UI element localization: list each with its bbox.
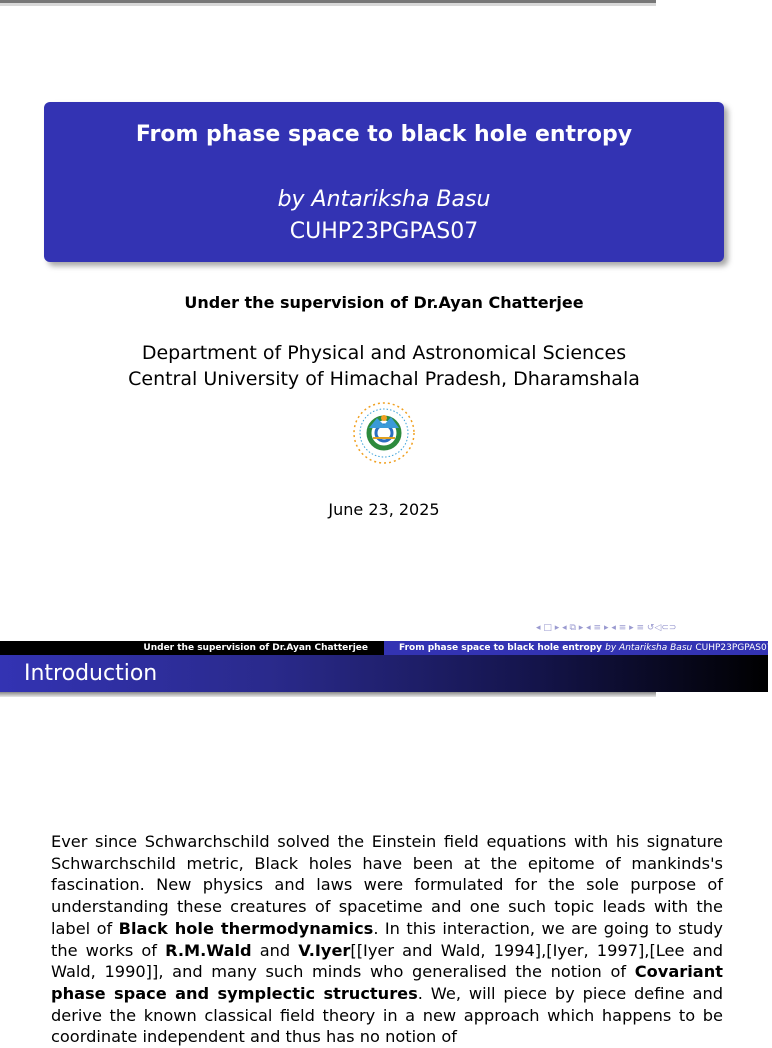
footer-right	[384, 641, 772, 655]
intro-text-2: . In this interaction, we are going to study the works of	[51, 918, 724, 960]
presentation-date: June 23, 2025	[328, 500, 440, 519]
intro-bold-1: Black hole thermodynamics	[118, 918, 374, 938]
intro-text-4: [[Iyer and Wald, 1994],[Iyer, 1997],[Lee and Wald, 1990]], and many such minds who generalised the notion of	[51, 940, 723, 982]
frame-title: Introduction	[24, 661, 158, 686]
university-name: Central University of Himachal Pradesh, Dharamshala	[128, 368, 640, 390]
intro-text-1: Ever since Schwarchschild solved the Einstein field equations with his signature Schwarchschild metric, Black holes have been at the epitome of mankinds's fascination. New physics and laws were formulated for the sole purpose of understanding these creatures of spacetime and one such topic leads with the label of	[51, 832, 723, 938]
intro-text-3: and	[251, 940, 299, 960]
footer-author: by Antariksha Basu	[605, 643, 693, 653]
presentation-title: From phase space to black hole entropy	[135, 122, 633, 147]
top-rule-shadow	[0, 3, 656, 6]
department-name: Department of Physical and Astronomical Sciences	[141, 342, 627, 364]
intro-bold-4: Covariant phase space and symplectic structures	[51, 962, 723, 1003]
frame-title-shadow	[0, 692, 656, 697]
frame-title-bar	[0, 655, 768, 692]
introduction-paragraph	[51, 831, 723, 1048]
intro-bold-3: V.Iyer	[298, 940, 351, 960]
beamer-navigation-icons[interactable]: ◂ □ ▸ ◂ ⧉ ▸ ◂ ≡ ▸ ◂ ≡ ▸ ≡ ↺◁⊂⊃	[536, 623, 677, 633]
roll-number: CUHP23PGPAS07	[289, 219, 479, 244]
author-name: by Antariksha Basu	[277, 187, 491, 212]
institute-block	[0, 340, 768, 392]
title-block	[44, 102, 724, 262]
introduction-slide	[0, 641, 772, 1047]
university-emblem-icon	[347, 398, 421, 468]
footer-left	[0, 641, 384, 655]
footer-supervision: Under the supervision of Dr.Ayan Chatterjee	[143, 643, 368, 653]
supervisor-line: Under the supervision of Dr.Ayan Chatterjee	[184, 293, 584, 312]
intro-text-5: . We, will piece by piece define and derive the known classical field theory in a new approach which happens to be coordinate independent and thus has no notion of	[51, 983, 723, 1047]
intro-bold-2: R.M.Wald	[165, 940, 252, 960]
footer-roll: CUHP23PGPAS07	[695, 643, 772, 653]
slide-footer	[0, 641, 772, 655]
footer-title: From phase space to black hole entropy	[399, 643, 602, 653]
